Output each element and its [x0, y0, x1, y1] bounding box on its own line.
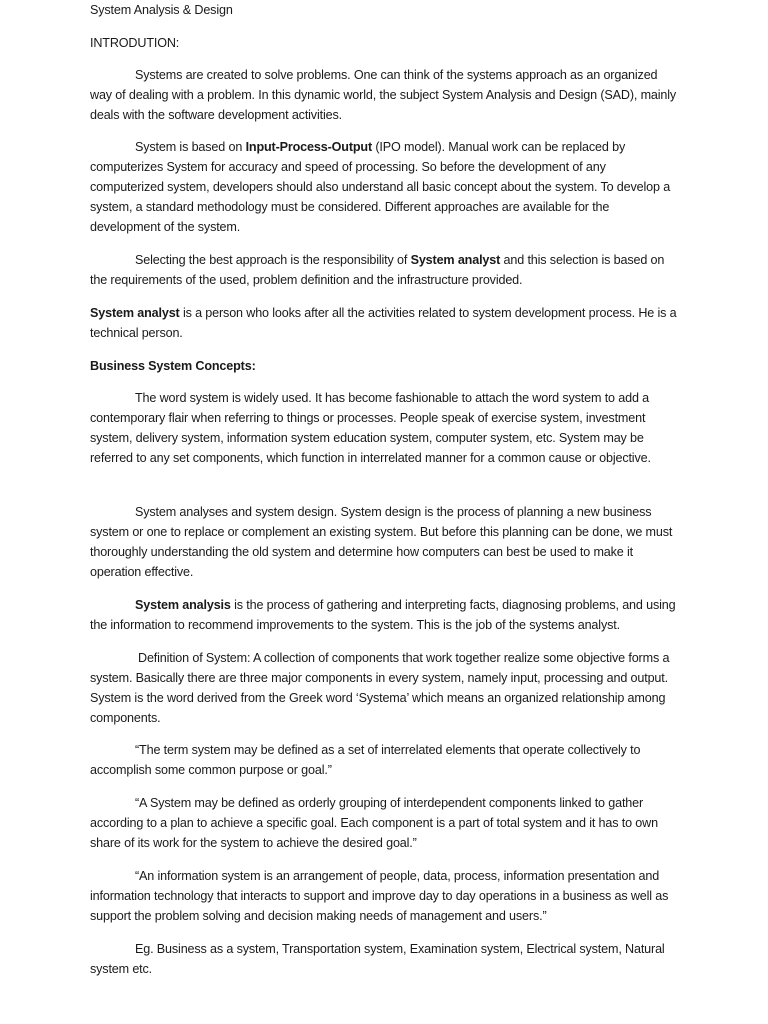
analyst-bold-term: System analyst	[90, 306, 180, 320]
ipo-text-pre: System is based on	[135, 140, 246, 154]
business-heading: Business System Concepts:	[90, 359, 256, 373]
quote-paragraph-2: “A System may be defined as orderly grouping of interdependent components linked to gather according to a plan to achieve a specific goal. Each component is a part of total system and it has to own share of its work for the system to achieve the desired goal.”	[90, 796, 658, 850]
document-title: System Analysis & Design	[90, 3, 233, 17]
intro-paragraph: Systems are created to solve problems. One can think of the systems approach as an organized way of dealing with a problem. In this dynamic world, the subject System Analysis and Design (SAD), mainly deals with the software development activities.	[90, 68, 677, 122]
ipo-bold-term: Input-Process-Output	[245, 140, 372, 154]
analyst-text-post: is a person who looks after all the activities related to system development process. He is a technical person.	[90, 306, 677, 340]
system-analysis-paragraph	[90, 595, 682, 635]
intro-heading: INTRODUTION:	[90, 36, 180, 50]
examples-paragraph: Eg. Business as a system, Transportation system, Examination system, Electrical system, Natural system etc.	[90, 942, 665, 976]
definition-paragraph: Definition of System: A collection of components that work together realize some objective forms a system. Basically there are three major components in every system, namely input, processing and output. System is the word derived from the Greek word ‘Systema’ which means an organized relationship among components.	[90, 651, 670, 725]
select-bold-term: System analyst	[410, 253, 501, 267]
quote-paragraph-1: “The term system may be defined as a set of interrelated elements that operate collectively to accomplish some common purpose or goal.”	[90, 743, 641, 777]
analysis-text-post: is the process of gathering and interpreting facts, diagnosing problems, and using the information to recommend improvements to the system. This is the job of the systems analyst.	[90, 598, 676, 632]
ipo-text-post: (IPO model). Manual work can be replaced by computerizes System for accuracy and speed of processing. So before the development of any computerized system, developers should also understand all basic concept about the system. To develop a system, a standard methodology must be considered. Different approaches are available for the development of the system.	[90, 140, 671, 234]
word-system-paragraph: The word system is widely used. It has become fashionable to attach the word system to add a contemporary flair when referring to things or processes. People speak of exercise system, investment system, delivery system, information system education system, computer system, etc. System may be referred to any set components, which function in interrelated manner for a common cause or objective.	[90, 391, 651, 465]
analysis-bold-term: System analysis	[135, 598, 231, 612]
ipo-paragraph	[90, 137, 682, 237]
system-design-paragraph: System analyses and system design. System design is the process of planning a new business system or one to replace or complement an existing system. But before this planning can be done, we must thoroughly understanding the old system and determine how computers can best be used to make it operation effective.	[90, 505, 673, 579]
select-paragraph	[90, 250, 682, 290]
select-text-pre: Selecting the best approach is the responsibility of	[135, 253, 411, 267]
quote-paragraph-3: “An information system is an arrangement of people, data, process, information presentation and information technology that interacts to support and improve day to day operations in a business as well as support the problem solving and decision making needs of management and users.”	[90, 869, 669, 923]
analyst-paragraph	[90, 303, 682, 343]
select-text-post: and this selection is based on the requirements of the used, problem definition and the infrastructure provided.	[90, 253, 665, 287]
